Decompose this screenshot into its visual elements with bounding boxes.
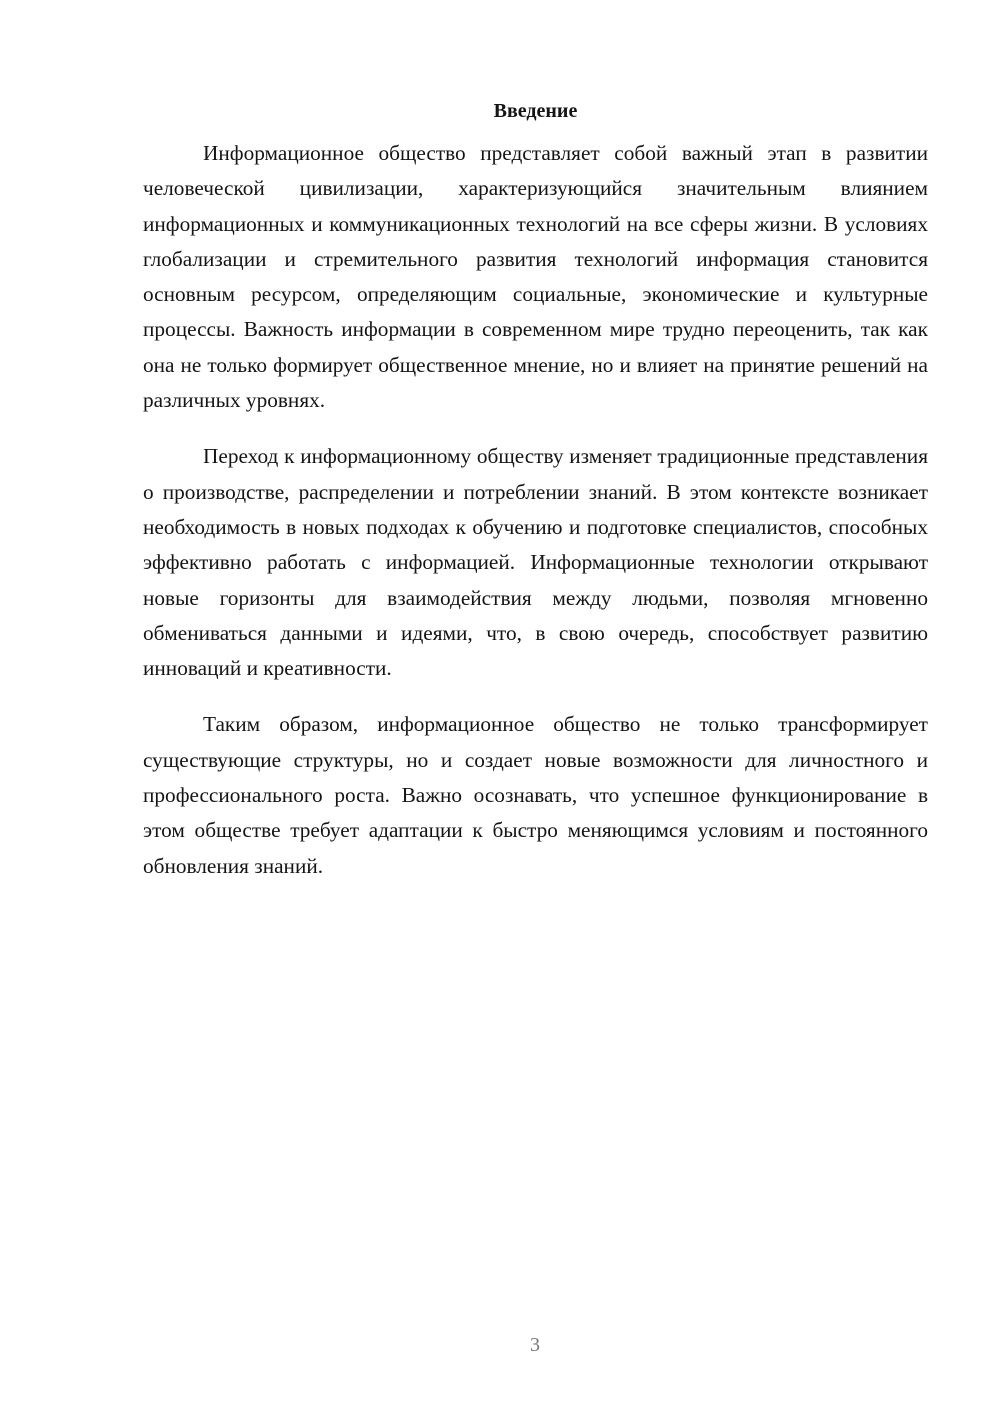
page-number: 3 [530, 1334, 540, 1356]
page-content [143, 98, 928, 905]
paragraph-1: Информационное общество представляет собой важный этап в развитии человеческой цивилизации, характеризующийся значительным влиянием информационных и коммуникационных технологий на все сферы жизни. В условиях глобализации и стремительного развития технологий информация становится основным ресурсом, определяющим социальные, экономические и культурные процессы. Важность информации в современном мире трудно переоценить, так как она не только формирует общественное мнение, но и влияет на принятие решений на различных уровнях. [143, 141, 928, 413]
section-title: Введение [493, 100, 578, 122]
paragraph-2: Переход к информационному обществу изменяет традиционные представления о производстве, распределении и потреблении знаний. В этом контексте возникает необходимость в новых подходах к обучению и подготовке специалистов, способных эффективно работать с информацией. Информационные технологии открывают новые горизонты для взаимодействия между людьми, позволяя мгновенно обмениваться данными и идеями, что, в свою очередь, способствует развитию инноваций и креативности. [143, 444, 928, 681]
paragraph-3: Таким образом, информационное общество не только трансформирует существующие структуры, но и создает новые возможности для личностного и профессионального роста. Важно осознавать, что успешное функционирование в этом обществе требует адаптации к быстро меняющимся условиям и постоянного обновления знаний. [143, 712, 928, 878]
